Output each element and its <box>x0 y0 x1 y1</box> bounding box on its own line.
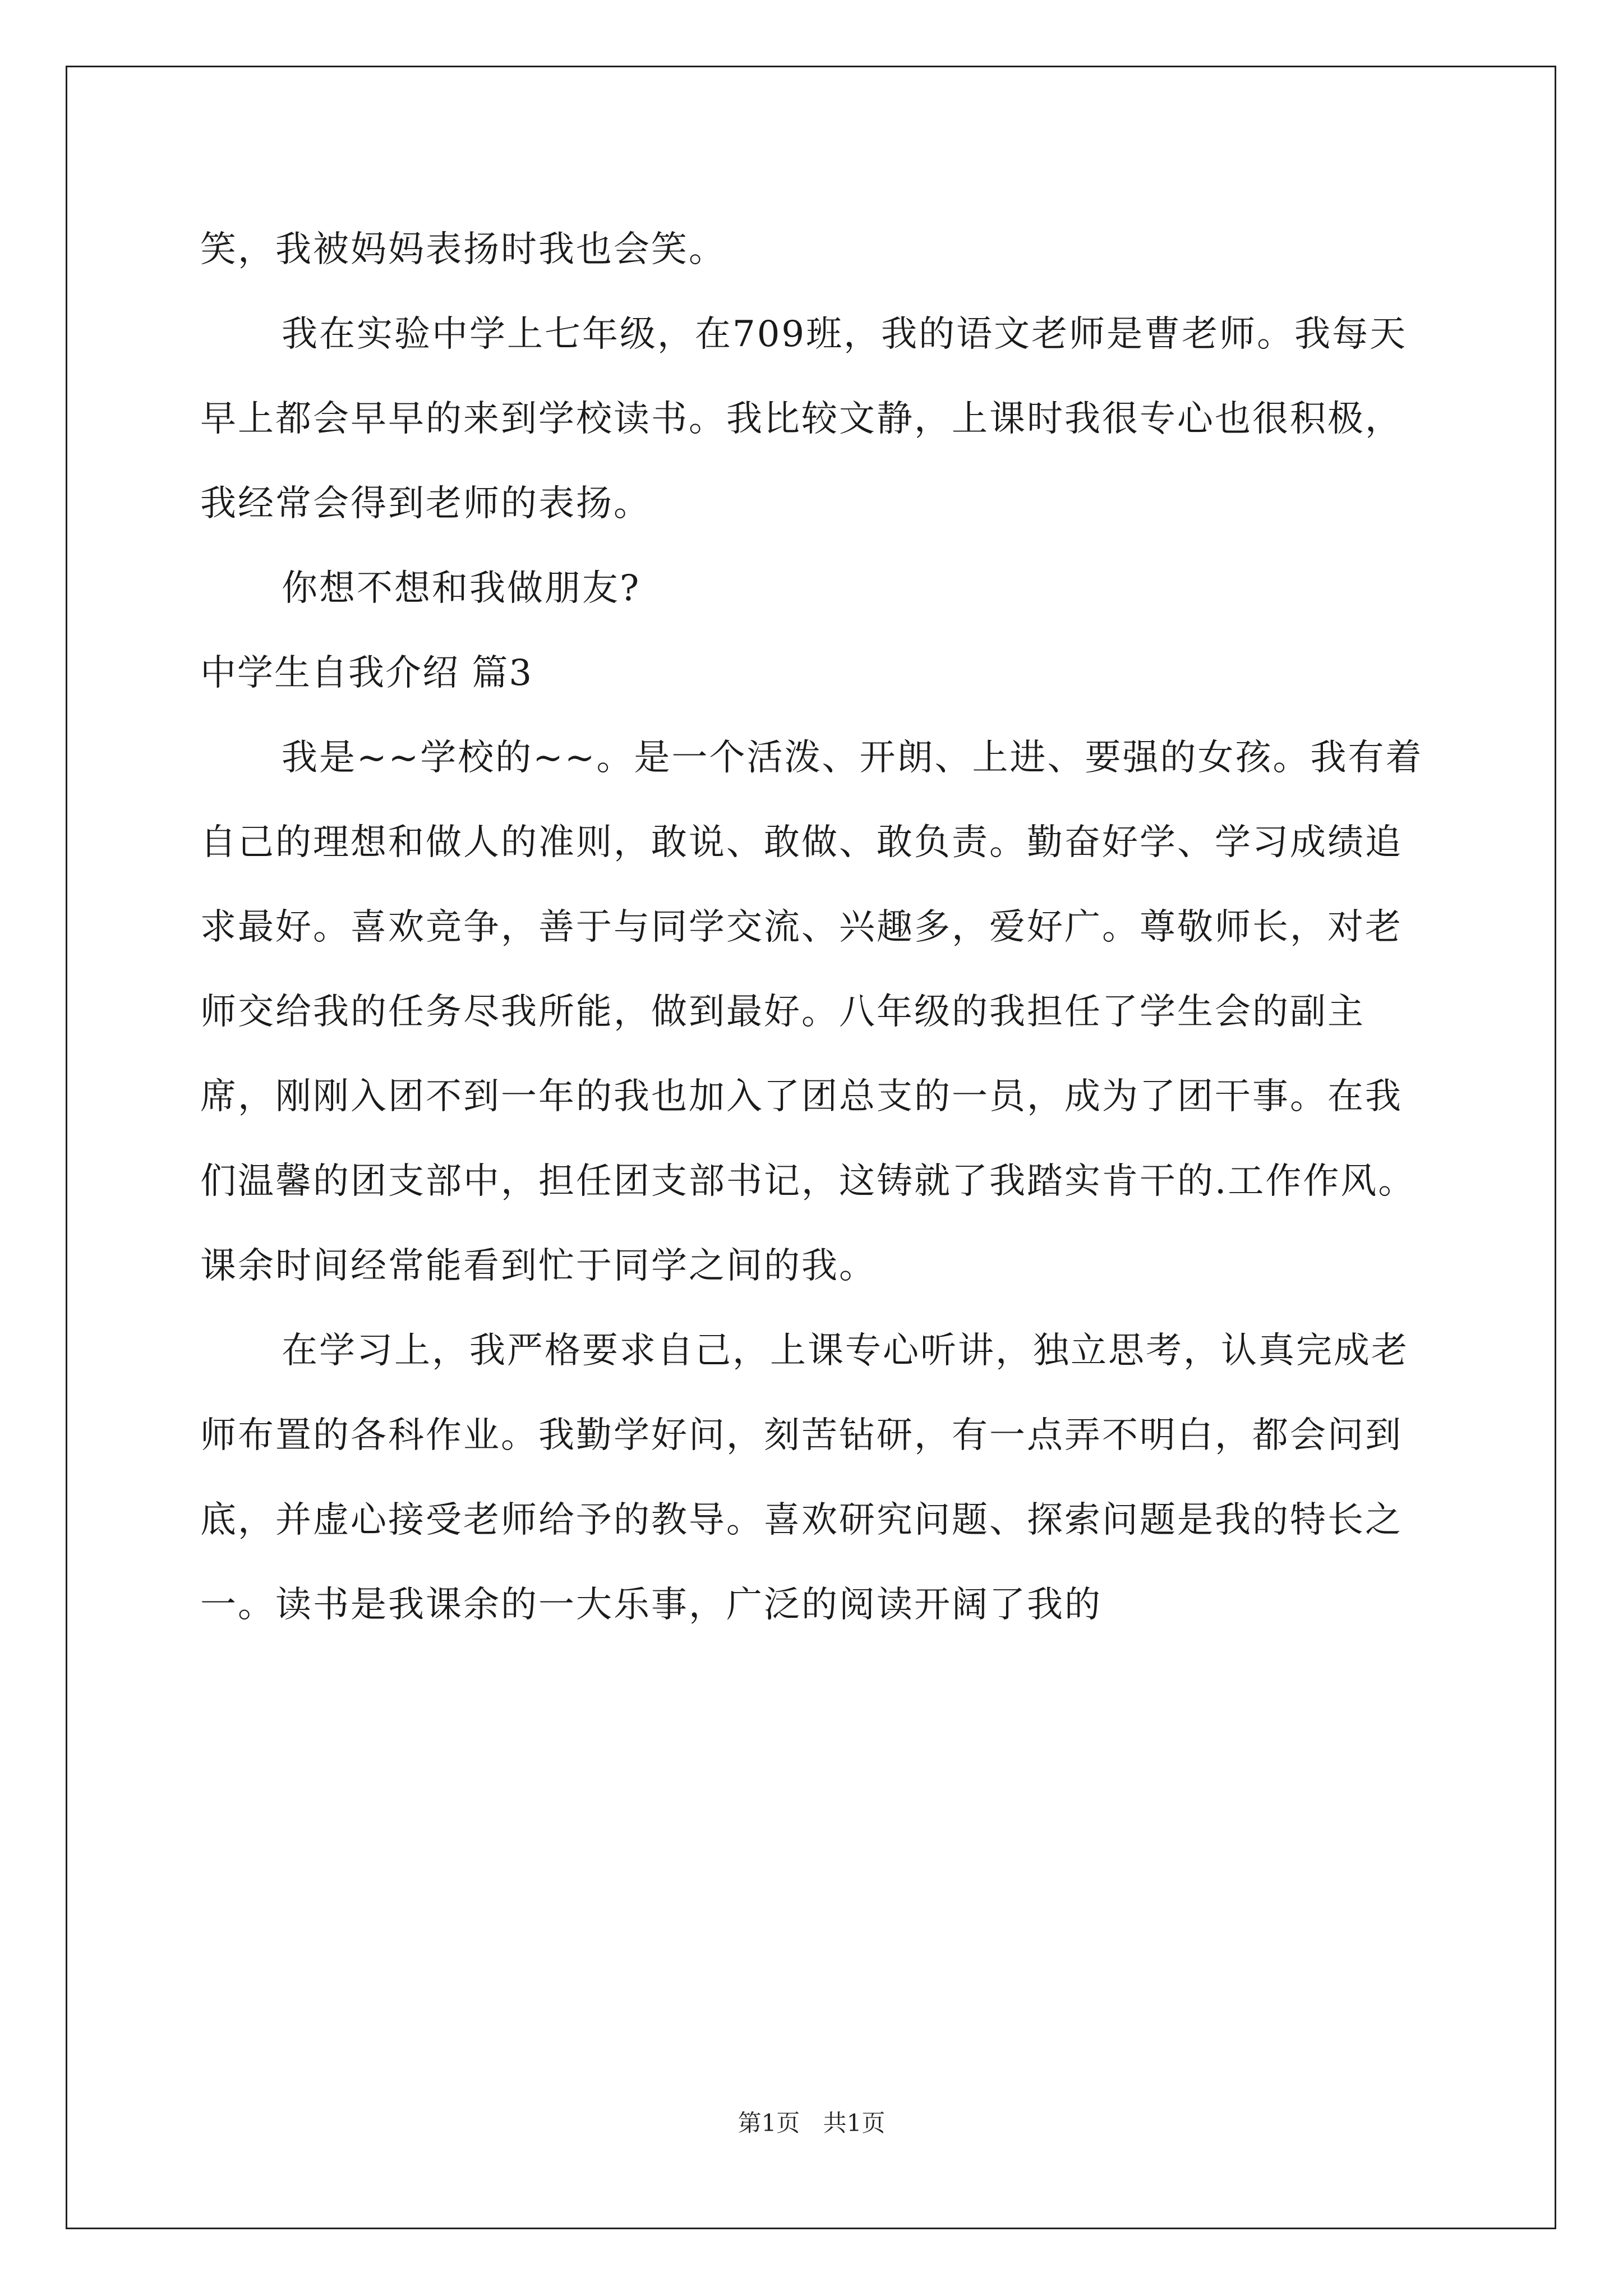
section-heading: 中学生自我介绍 篇3 <box>200 652 533 694</box>
paragraph-school-intro: 我在实验中学上七年级，在709班，我的语文老师是曹老师。我每天早上都会早早的来到学校读书。我比较文静，上课时我很专心也很积极，我经常会得到老师的表扬。 <box>200 314 1408 524</box>
page-total: 共1页 <box>823 2109 886 2137</box>
paragraph-continuation: 笑，我被妈妈表扬时我也会笑。 <box>200 229 726 270</box>
paragraph-self-intro: 我是~~学校的~~。是一个活泼、开朗、上进、要强的女孩。我有着自己的理想和做人的准则，敢说、敢做、敢负责。勤奋好学、学习成绩追求最好。喜欢竞争，善于与同学交流、兴趣多，爱好广。尊敬师长，对老师交给我的任务尽我所能，做到最好。八年级的我担任了学生会的副主席，刚刚入团不到一年的我也加入了团总支的一员，成为了团干事。在我们温馨的团支部中，担任团支部书记，这铸就了我踏实肯干的.工作作风。课余时间经常能看到忙于同学之间的我。 <box>200 737 1423 1287</box>
paragraph-friend-question: 你想不想和我做朋友? <box>282 568 641 609</box>
page-number: 第1页 <box>737 2109 800 2137</box>
page-footer <box>0 2105 1623 2138</box>
paragraph-study: 在学习上，我严格要求自己，上课专心听讲，独立思考，认真完成老师布置的各科作业。我勤学好问，刻苦钻研，有一点弄不明白，都会问到底，并虚心接受老师给予的教导。喜欢研究问题、探索问题是我的特长之一。读书是我课余的一大乐事，广泛的阅读开阔了我的 <box>200 1330 1409 1626</box>
document-body <box>200 208 1426 1648</box>
